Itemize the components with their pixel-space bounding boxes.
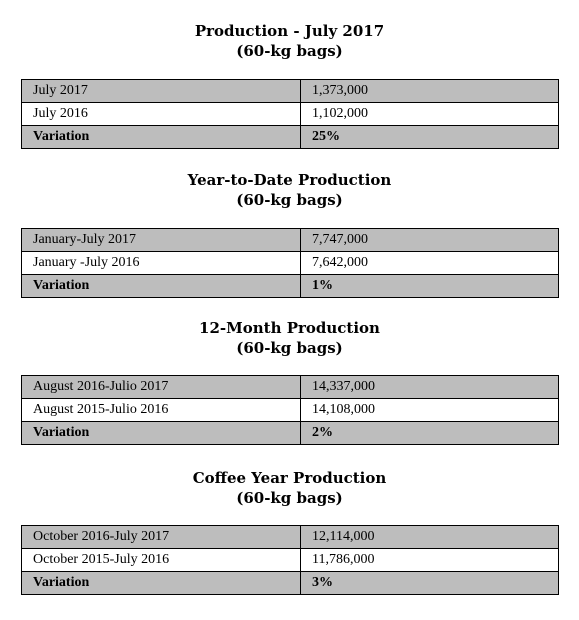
row-value: 14,108,000: [301, 399, 559, 422]
coffee-year-production-table: [21, 525, 559, 595]
variation-value: 1%: [301, 275, 559, 298]
table-row: [22, 526, 559, 549]
variation-value: 3%: [301, 572, 559, 595]
table-row: [22, 229, 559, 252]
variation-value: 25%: [301, 126, 559, 149]
row-label: July 2017: [22, 80, 301, 103]
year-to-date-production-table: [21, 228, 559, 298]
section-title-year-to-date: [0, 170, 579, 210]
row-value: 1,373,000: [301, 80, 559, 103]
table-row: [22, 103, 559, 126]
section-heading: Production - July 2017: [194, 22, 385, 40]
row-value: 11,786,000: [301, 549, 559, 572]
variation-row: [22, 126, 559, 149]
section-heading: Year-to-Date Production: [187, 171, 392, 189]
row-label: October 2016-July 2017: [22, 526, 301, 549]
variation-label: Variation: [22, 126, 301, 149]
row-value: 12,114,000: [301, 526, 559, 549]
variation-label: Variation: [22, 275, 301, 298]
section-heading: Coffee Year Production: [192, 469, 387, 487]
section-title-monthly: [0, 21, 579, 61]
table-row: [22, 399, 559, 422]
section-unit: (60-kg bags): [236, 42, 343, 60]
variation-label: Variation: [22, 422, 301, 445]
table-row: [22, 252, 559, 275]
variation-row: [22, 422, 559, 445]
row-value: 1,102,000: [301, 103, 559, 126]
table-row: [22, 549, 559, 572]
variation-label: Variation: [22, 572, 301, 595]
monthly-production-table: [21, 79, 559, 149]
section-unit: (60-kg bags): [236, 489, 343, 507]
row-value: 14,337,000: [301, 376, 559, 399]
section-unit: (60-kg bags): [236, 339, 343, 357]
row-label: August 2016-Julio 2017: [22, 376, 301, 399]
row-value: 7,747,000: [301, 229, 559, 252]
row-label: January -July 2016: [22, 252, 301, 275]
twelve-month-production-table: [21, 375, 559, 445]
variation-row: [22, 572, 559, 595]
variation-value: 2%: [301, 422, 559, 445]
row-label: October 2015-July 2016: [22, 549, 301, 572]
row-label: July 2016: [22, 103, 301, 126]
table-row: [22, 80, 559, 103]
table-row: [22, 376, 559, 399]
row-label: August 2015-Julio 2016: [22, 399, 301, 422]
variation-row: [22, 275, 559, 298]
section-title-12-month: [0, 318, 579, 358]
section-unit: (60-kg bags): [236, 191, 343, 209]
section-title-coffee-year: [0, 468, 579, 508]
row-value: 7,642,000: [301, 252, 559, 275]
row-label: January-July 2017: [22, 229, 301, 252]
section-heading: 12-Month Production: [199, 319, 380, 337]
